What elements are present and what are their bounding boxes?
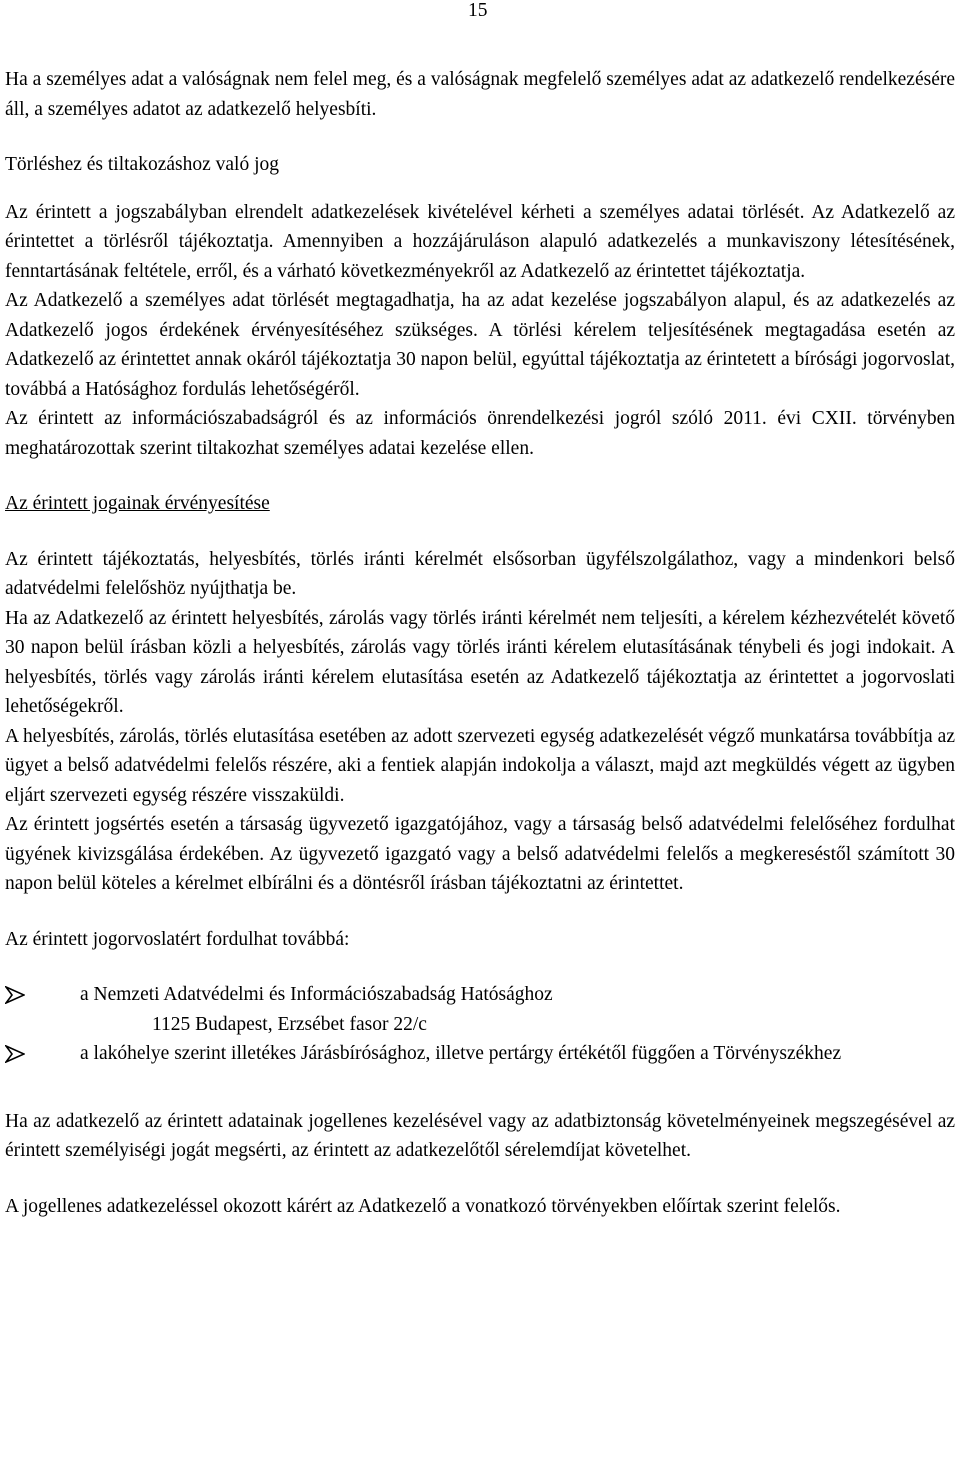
section-heading-enforcement: Az érintett jogainak érvényesítése: [5, 493, 270, 514]
enforcement-paragraph-2: Ha az Adatkezelő az érintett helyesbítés, zárolás vagy törlés iránti kérelmét nem teljesíti, a kérelem kézhezvételét követő 30 napon belül írásban közli a helyesbítés, zárolás vagy törlés iránti kérelem elutasításának ténybeli és jogi indokait. A helyesbítés, törlés vagy zárolás iránti kérelem elutasítása esetén az Adatkezelő tájékoztatja az érintettet a jogorvoslati lehetőségekről.: [5, 607, 955, 717]
closing-paragraph-1: Ha az adatkezelő az érintett adatainak jogellenes kezelésével vagy az adatbiztonság követelményeinek megszegésével az érintett személyiségi jogát megsérti, az érintett az adatkezelőtől sérelemdíjat követelhet.: [5, 1110, 955, 1161]
remedy-item-text: a Nemzeti Adatvédelmi és Információszabadság Hatósághoz: [80, 984, 553, 1005]
erasure-paragraph-1: Az érintett a jogszabályban elrendelt adatkezelések kivételével kérheti a személyes adatai törlését. Az Adatkezelő az érintettet a törlésről tájékoztatja. Amennyiben a hozzájáruláson alapuló adatkezelés a munkaviszony létesítésének, fenntartásának feltétele, erről, és a várható következményekről az Adatkezelő az érintettet tájékoztatja.: [5, 201, 955, 282]
erasure-paragraph-3: Az érintett az információszabadságról és az információs önrendelkezési jogról szóló 2011. évi CXII. törvényben meghatározottak szerint tiltakozhat személyes adatai kezelése ellen.: [5, 408, 955, 459]
section-heading-erasure: Törléshez és tiltakozáshoz való jog: [5, 154, 279, 175]
arrowhead-bullet-icon: [5, 986, 25, 1004]
erasure-paragraph-2: Az Adatkezelő a személyes adat törlését megtagadhatja, ha az adat kezelése jogszabályon alapul, és az adatkezelés az Adatkezelő jogos érdekének érvényesítéséhez szükséges. A törlési kérelem teljesítésének megtagadása esetén az Adatkezelő az érintettet annak okáról tájékoztatja 30 napon belül, egyúttal tájékoztatja az érintetett a bírósági jogorvoslat, továbbá a Hatósághoz fordulás lehetőségéről.: [5, 290, 955, 400]
remedy-list-item: [5, 980, 955, 1039]
document-body: [5, 65, 955, 1221]
remedy-list: [5, 980, 955, 1069]
page-number: 15: [468, 0, 488, 21]
enforcement-paragraph-1: Az érintett tájékoztatás, helyesbítés, törlés iránti kérelmét elsősorban ügyfélszolgálathoz, vagy a mindenkori belső adatvédelmi felelőshöz nyújthatja be.: [5, 548, 955, 599]
remedy-lead: Az érintett jogorvoslatért fordulhat továbbá:: [5, 928, 350, 950]
closing-paragraph-2: A jogellenes adatkezeléssel okozott kárért az Adatkezelő a vonatkozó törvényekben előírtak szerint felelős.: [5, 1195, 841, 1217]
enforcement-paragraph-4: Az érintett jogsértés esetén a társaság ügyvezető igazgatójához, vagy a társaság belső adatvédelmi felelőséhez fordulhat ügyének kivizsgálása érdekében. Az ügyvezető igazgató vagy a belső adatvédelmi felelős a megkereséstől számított 30 napon belül köteles a kérelmet elbírálni és a döntésről írásban tájékoztatni az érintettet.: [5, 814, 955, 894]
arrowhead-bullet-icon: [5, 1045, 25, 1063]
intro-paragraph: Ha a személyes adat a valóságnak nem felel meg, és a valóságnak megfelelő személyes adat az adatkezelő rendelkezésére áll, a személyes adatot az adatkezelő helyesbíti.: [5, 69, 955, 120]
remedy-item-text: a lakóhelye szerint illetékes Járásbírósághoz, illetve pertárgy értékétől függően a Törvényszékhez: [80, 1043, 842, 1064]
enforcement-paragraph-3: A helyesbítés, zárolás, törlés elutasítása esetében az adott szervezeti egység adatkezelését végző munkatársa továbbítja az ügyet a belső adatvédelmi felelős részére, aki a fentiek alapján indokolja a választ, majd azt megküldés végett az ügyben eljárt szervezeti egység részére visszaküldi.: [5, 725, 955, 806]
remedy-list-item: [5, 1039, 955, 1069]
remedy-item-address: 1125 Budapest, Erzsébet fasor 22/c: [152, 1013, 427, 1035]
